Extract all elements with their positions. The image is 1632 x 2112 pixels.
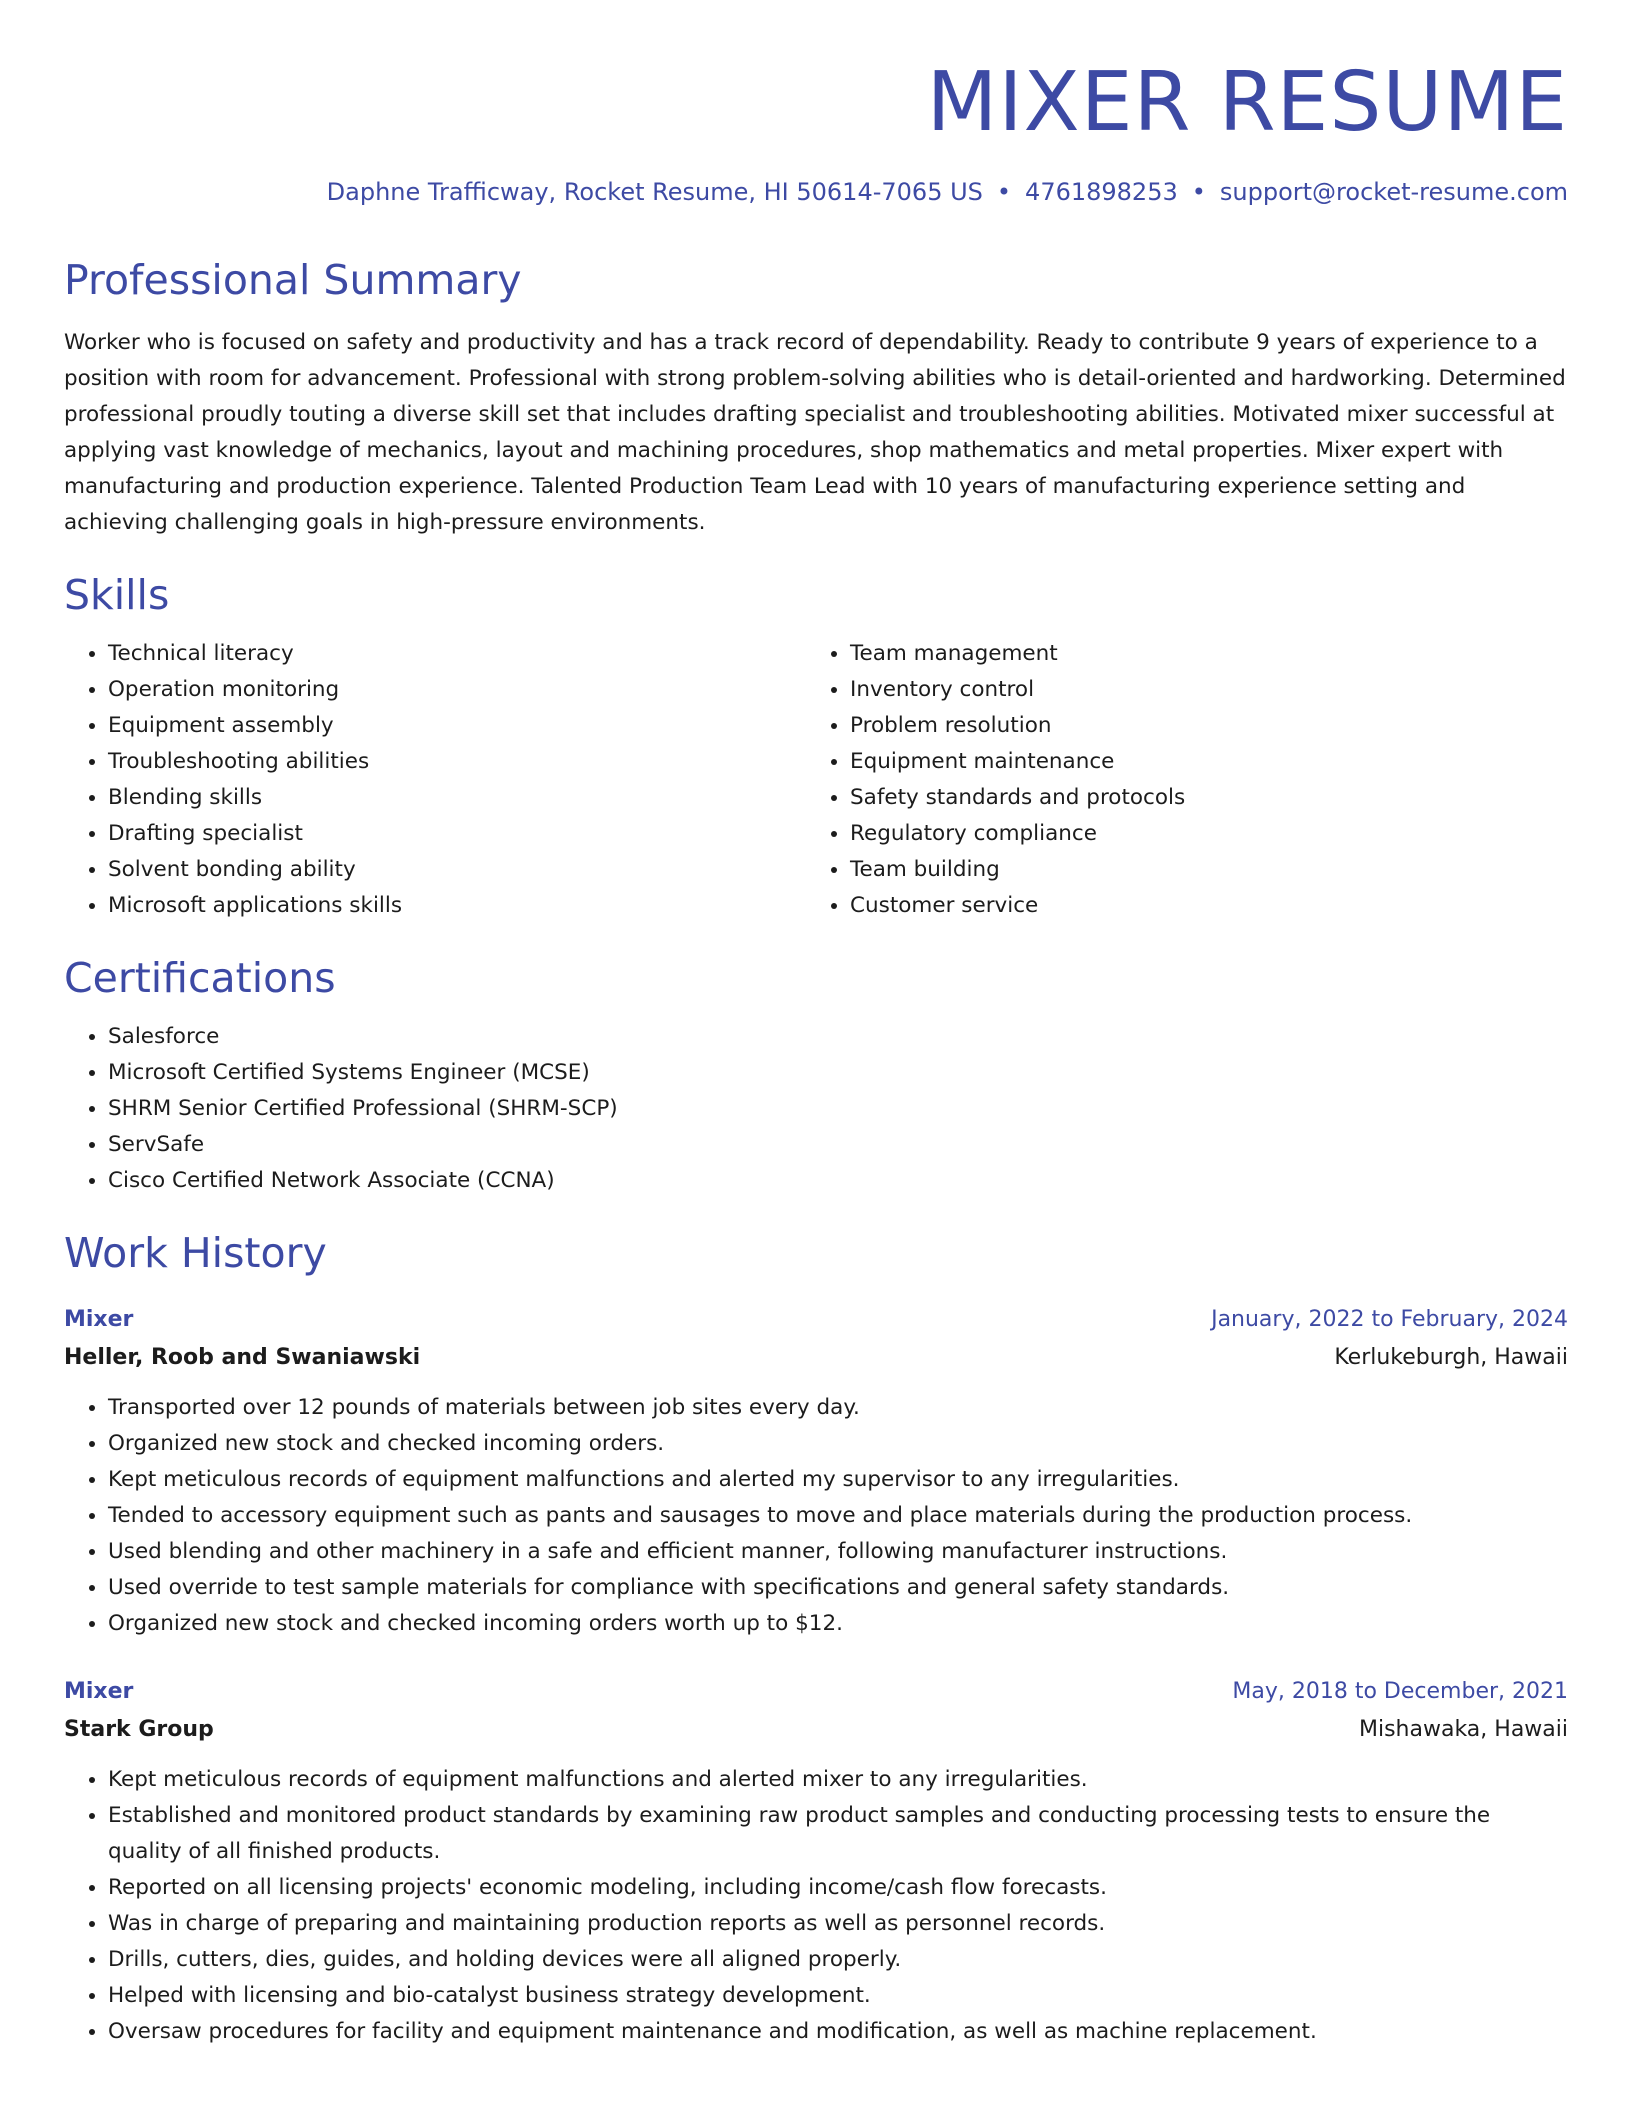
- job-duty: • Oversaw procedures for facility and equipment maintenance and modification, as well as machine replacement.: [108, 2014, 1568, 2050]
- job-duties-list: [64, 1390, 1568, 1642]
- resume-title: MIXER RESUME: [926, 55, 1568, 150]
- contact-address: Daphne Trafficway, Rocket Resume, HI 50614-7065 US: [326, 177, 983, 206]
- skill-item: • Microsoft applications skills: [108, 888, 806, 924]
- job-duty: • Helped with licensing and bio-catalyst business strategy development.: [108, 1978, 1568, 2014]
- job-company-row: [64, 1338, 1568, 1378]
- job-duty: • Organized new stock and checked incoming orders.: [108, 1426, 1568, 1462]
- job-title: Mixer: [64, 1307, 134, 1333]
- job-duty: • Established and monitored product standards by examining raw product samples and conducting processing tests to ensure the quality of all finished products.: [108, 1798, 1568, 1870]
- skill-item: • Regulatory compliance: [850, 816, 1548, 852]
- skill-item: • Technical literacy: [108, 636, 806, 672]
- resume-header: [64, 52, 1568, 208]
- skill-item: • Inventory control: [850, 672, 1548, 708]
- job-duty: • Used override to test sample materials for compliance with specifications and general safety standards.: [108, 1570, 1568, 1606]
- job-entry: [64, 1302, 1568, 1642]
- skills-list-right: [806, 636, 1548, 924]
- job-location: Kerlukeburgh, Hawaii: [1334, 1345, 1568, 1371]
- skill-item: • Blending skills: [108, 780, 806, 816]
- contact-line: [64, 177, 1568, 208]
- skill-item: • Drafting specialist: [108, 816, 806, 852]
- skills-column-left: [64, 636, 806, 924]
- certification-item: • Microsoft Certified Systems Engineer (MCSE): [108, 1055, 1568, 1091]
- certification-item: • SHRM Senior Certified Professional (SHRM-SCP): [108, 1091, 1568, 1127]
- skill-item: • Team building: [850, 852, 1548, 888]
- skill-item: • Solvent bonding ability: [108, 852, 806, 888]
- job-company: Heller, Roob and Swaniawski: [64, 1345, 421, 1371]
- skill-item: • Customer service: [850, 888, 1548, 924]
- certifications-list: [64, 1019, 1568, 1199]
- skill-item: • Safety standards and protocols: [850, 780, 1548, 816]
- job-duty: • Drills, cutters, dies, guides, and holding devices were all aligned properly.: [108, 1942, 1568, 1978]
- job-duty: • Was in charge of preparing and maintaining production reports as well as personnel records.: [108, 1906, 1568, 1942]
- job-duty: • Used blending and other machinery in a safe and efficient manner, following manufacturer instructions.: [108, 1534, 1568, 1570]
- summary-text: Worker who is focused on safety and productivity and has a track record of dependability. Ready to contribute 9 years of experience to a position with room for advancement. Professional with strong problem-solving abilities who is detail-oriented and hardworking. Determined professional proudly touting a diverse skill set that includes drafting specialist and troubleshooting abilities. Motivated mixer successful at applying vast knowledge of mechanics, layout and machining procedures, shop mathematics and metal properties. Mixer expert with manufacturing and production experience. Talented Production Team Lead with 10 years of manufacturing experience setting and achieving challenging goals in high-pressure environments.: [64, 329, 1566, 535]
- job-dates: May, 2018 to December, 2021: [1232, 1679, 1568, 1705]
- job-duty: • Transported over 12 pounds of materials between job sites every day.: [108, 1390, 1568, 1426]
- certification-item: • Salesforce: [108, 1019, 1568, 1055]
- contact-phone: 4761898253: [1025, 177, 1178, 206]
- certification-item: • ServSafe: [108, 1127, 1568, 1163]
- work-history-section: [64, 1229, 1568, 2050]
- certifications-section: [64, 954, 1568, 1199]
- section-title-summary: Professional Summary: [64, 255, 522, 304]
- section-title-certifications: Certifications: [64, 954, 336, 1003]
- job-duty: • Tended to accessory equipment such as pants and sausages to move and place materials during the production process.: [108, 1498, 1568, 1534]
- contact-separator: •: [996, 177, 1012, 206]
- skills-section: [64, 571, 1568, 924]
- contact-separator: •: [1191, 177, 1206, 206]
- job-duty: • Kept meticulous records of equipment malfunctions and alerted my supervisor to any irregularities.: [108, 1462, 1568, 1498]
- skill-item: • Team management: [850, 636, 1548, 672]
- skills-list-left: [64, 636, 806, 924]
- job-entry: [64, 1674, 1568, 2050]
- job-duty: • Organized new stock and checked incoming orders worth up to $12.: [108, 1606, 1568, 1642]
- section-title-skills: Skills: [64, 570, 170, 619]
- skill-item: • Operation monitoring: [108, 672, 806, 708]
- job-title: Mixer: [64, 1679, 134, 1705]
- professional-summary-section: [64, 256, 1568, 541]
- job-company-row: [64, 1710, 1568, 1750]
- certification-item: • Cisco Certified Network Associate (CCNA): [108, 1163, 1568, 1199]
- skill-item: • Problem resolution: [850, 708, 1548, 744]
- job-duty: • Reported on all licensing projects' economic modeling, including income/cash flow forecasts.: [108, 1870, 1568, 1906]
- job-location: Mishawaka, Hawaii: [1359, 1717, 1568, 1743]
- job-duty: • Kept meticulous records of equipment malfunctions and alerted mixer to any irregularities.: [108, 1762, 1568, 1798]
- contact-email[interactable]: support@rocket-resume.com: [1219, 177, 1568, 206]
- skill-item: • Equipment assembly: [108, 708, 806, 744]
- job-duties-list: [64, 1762, 1568, 2050]
- job-header-row: [64, 1674, 1568, 1710]
- skill-item: • Troubleshooting abilities: [108, 744, 806, 780]
- skills-column-right: [806, 636, 1548, 924]
- job-header-row: [64, 1302, 1568, 1338]
- section-title-work-history: Work History: [64, 1229, 327, 1278]
- job-company: Stark Group: [64, 1717, 214, 1743]
- skill-item: • Equipment maintenance: [850, 744, 1548, 780]
- job-dates: January, 2022 to February, 2024: [1211, 1307, 1568, 1333]
- skills-grid: [64, 636, 1568, 924]
